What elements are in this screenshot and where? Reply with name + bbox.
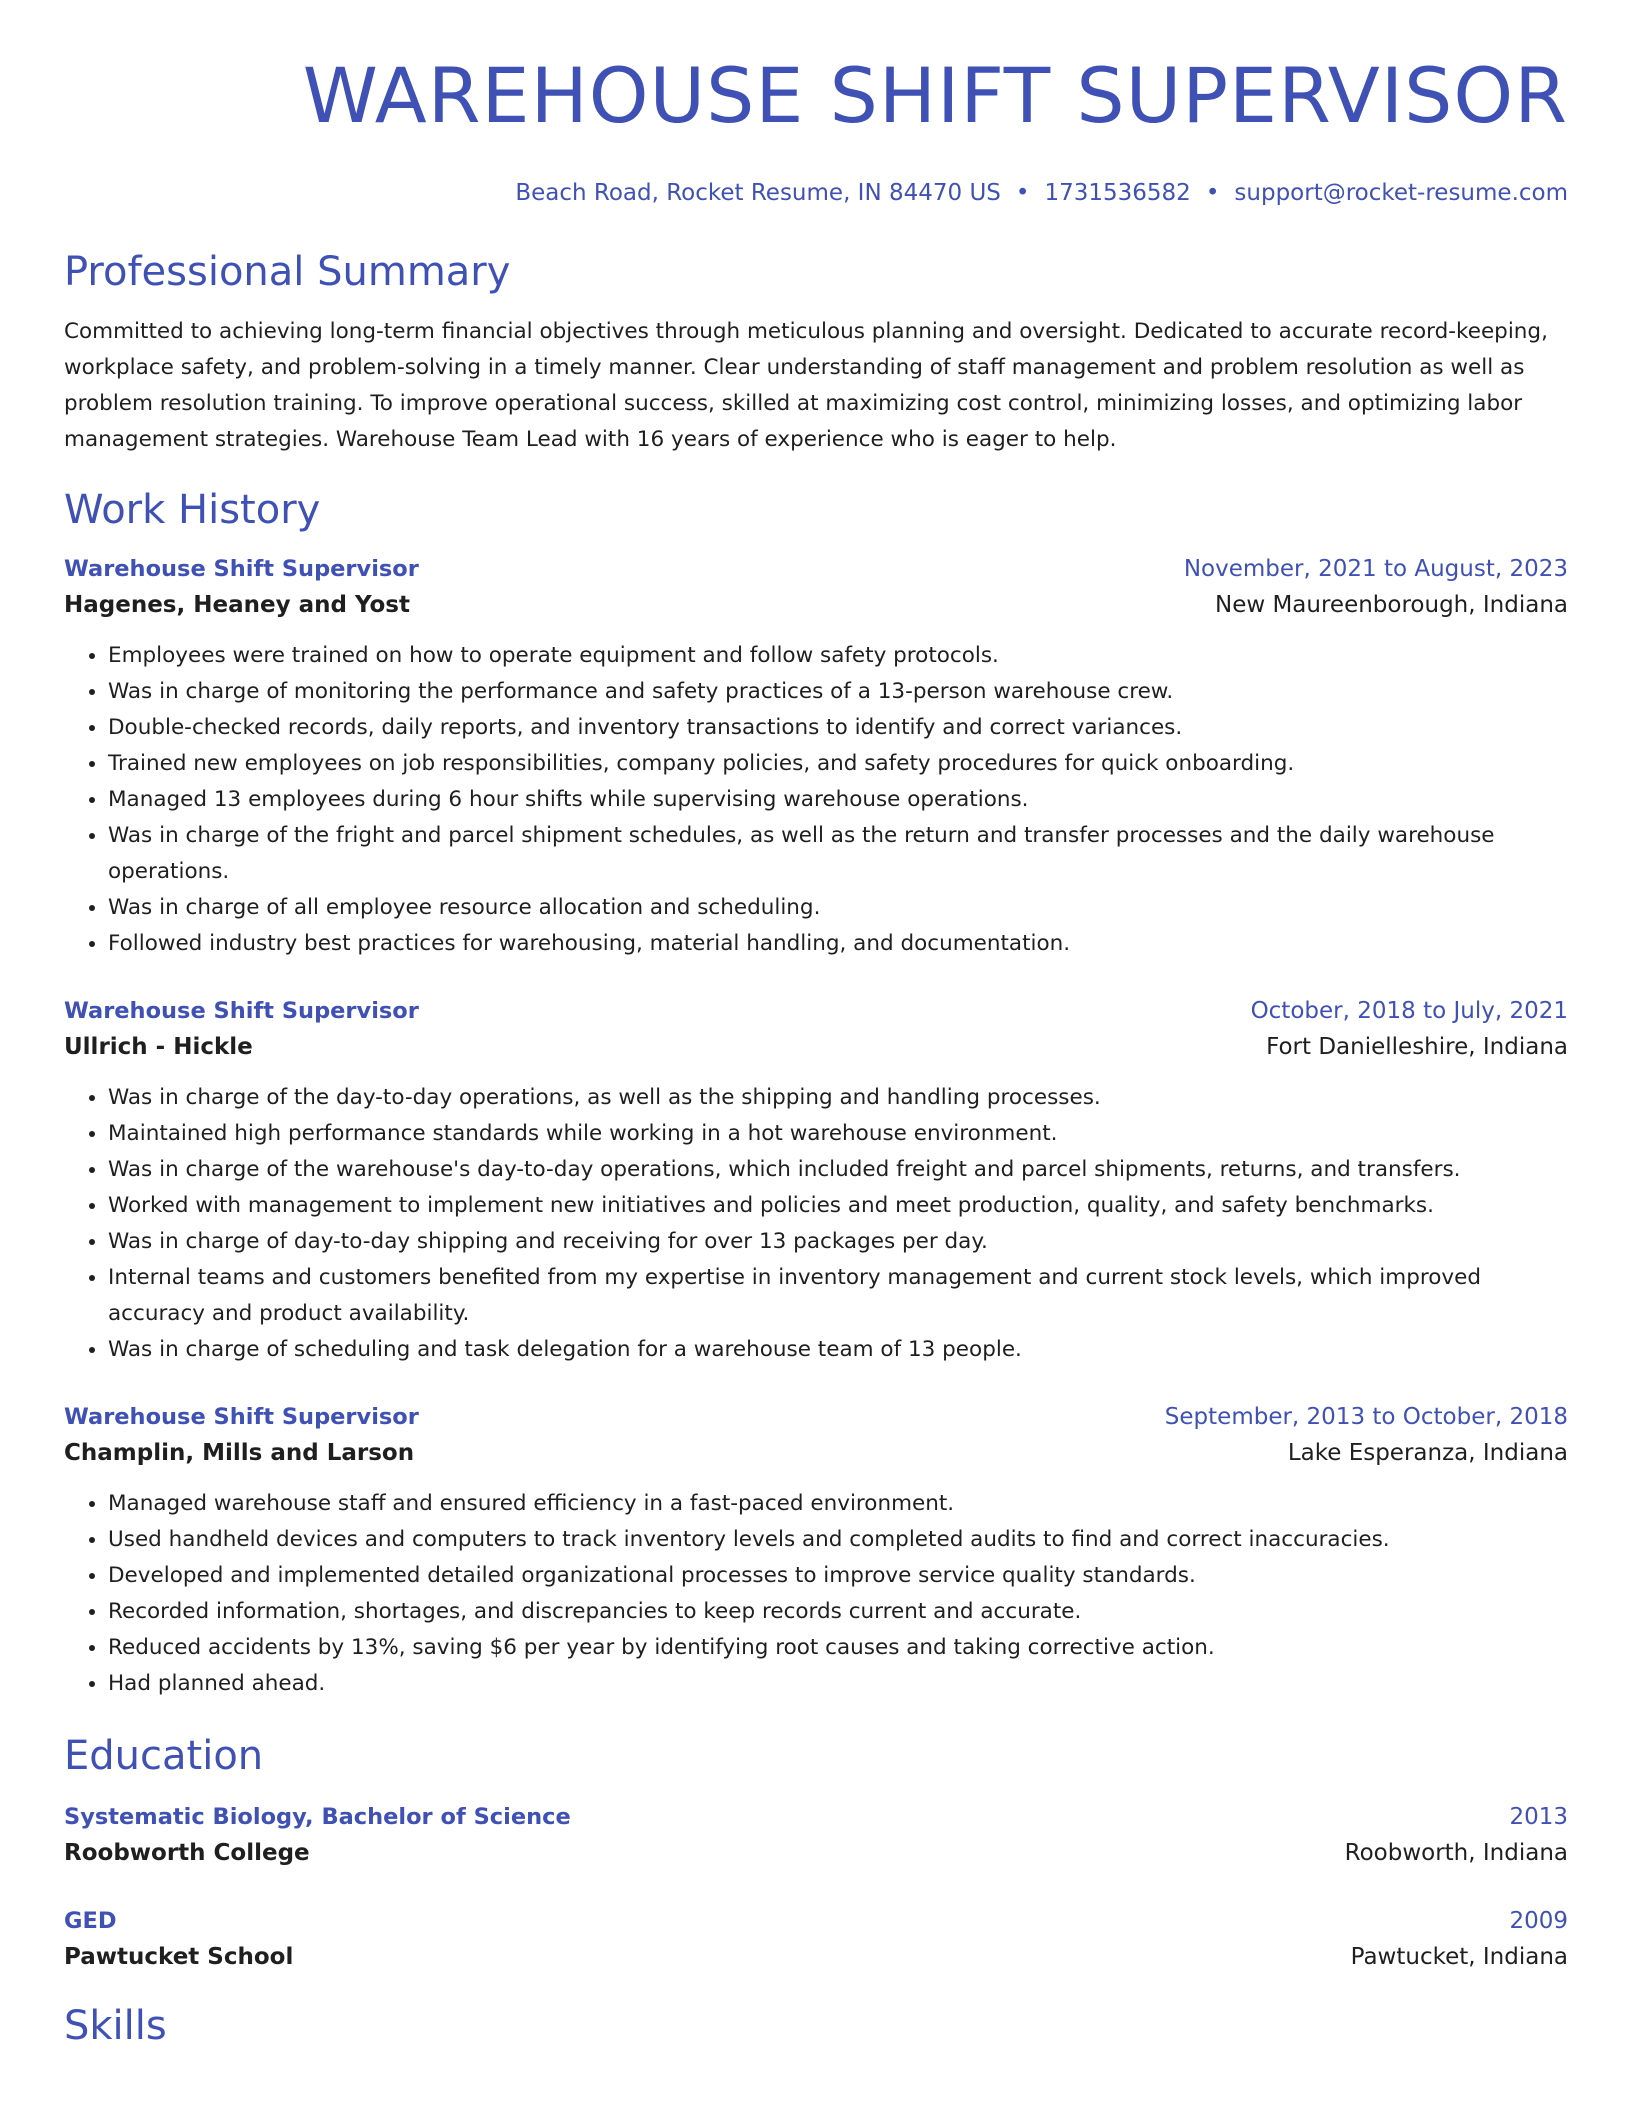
job-bullet: • Managed warehouse staff and ensured efficiency in a fast-paced environment. (108, 1486, 1568, 1522)
job-company-row (64, 586, 1568, 624)
job-dates: September, 2013 to October, 2018 (1164, 1404, 1568, 1430)
job-company-row (64, 1028, 1568, 1066)
education-school-row (64, 1834, 1568, 1872)
job-title: Warehouse Shift Supervisor (64, 556, 419, 582)
contact-email[interactable]: support@rocket-resume.com (1234, 180, 1568, 206)
job-title: Warehouse Shift Supervisor (64, 1404, 419, 1430)
job-bullet: • Was in charge of the warehouse's day-to-day operations, which included freight and parcel shipments, returns, and transfers. (108, 1152, 1568, 1188)
education-location: Pawtucket, Indiana (1350, 1944, 1568, 1970)
education-degree: Systematic Biology, Bachelor of Science (64, 1804, 571, 1830)
job-bullet: • Was in charge of the fright and parcel shipment schedules, as well as the return and transfer processes and the daily warehouse operations. (108, 818, 1568, 890)
summary-text: Committed to achieving long-term financial objectives through meticulous planning and oversight. Dedicated to accurate record-keeping, workplace safety, and problem-solving in a timely manner. Clear understanding of staff management and problem resolution as well as problem resolution training. To improve operational success, skilled at maximizing cost control, minimizing losses, and optimizing labor management strategies. Warehouse Team Lead with 16 years of experience who is eager to help. (64, 319, 1548, 452)
education-location: Roobworth, Indiana (1344, 1840, 1568, 1866)
job-location: New Maureenborough, Indiana (1214, 592, 1568, 618)
separator-dot: • (1015, 180, 1030, 206)
job-dates: October, 2018 to July, 2021 (1250, 998, 1568, 1024)
job-company: Hagenes, Heaney and Yost (64, 592, 410, 618)
separator-dot: • (1205, 180, 1220, 206)
job-header-row (64, 994, 1568, 1028)
education-school: Roobworth College (64, 1840, 310, 1866)
job-bullet: • Managed 13 employees during 6 hour shifts while supervising warehouse operations. (108, 782, 1568, 818)
section-title-work-history: Work History (64, 487, 321, 533)
job-bullet: • Maintained high performance standards while working in a hot warehouse environment. (108, 1116, 1568, 1152)
job-location: Lake Esperanza, Indiana (1287, 1440, 1568, 1466)
job-bullet: • Reduced accidents by 13%, saving $6 per year by identifying root causes and taking corrective action. (108, 1630, 1568, 1666)
education-header-row (64, 1904, 1568, 1938)
job-entry (64, 552, 1568, 962)
job-bullet: • Internal teams and customers benefited from my expertise in inventory management and current stock levels, which improved accuracy and product availability. (108, 1260, 1568, 1332)
job-bullet: • Used handheld devices and computers to track inventory levels and completed audits to find and correct inaccuracies. (108, 1522, 1568, 1558)
job-bullet: • Was in charge of day-to-day shipping and receiving for over 13 packages per day. (108, 1224, 1568, 1260)
job-company: Champlin, Mills and Larson (64, 1440, 415, 1466)
education-year: 2013 (1509, 1804, 1568, 1830)
job-bullet: • Had planned ahead. (108, 1666, 1568, 1702)
education-entry (64, 1904, 1568, 1976)
job-header-row (64, 1400, 1568, 1434)
job-bullet: • Recorded information, shortages, and discrepancies to keep records current and accurate. (108, 1594, 1568, 1630)
job-bullet: • Was in charge of all employee resource allocation and scheduling. (108, 890, 1568, 926)
section-title-skills: Skills (64, 2003, 167, 2049)
resume-title: WAREHOUSE SHIFT SUPERVISOR (302, 51, 1568, 140)
job-company: Ullrich - Hickle (64, 1034, 253, 1060)
job-entry (64, 1400, 1568, 1702)
job-bullet: • Trained new employees on job responsibilities, company policies, and safety procedures for quick onboarding. (108, 746, 1568, 782)
job-dates: November, 2021 to August, 2023 (1183, 556, 1568, 582)
job-bullet: • Worked with management to implement new initiatives and policies and meet production, quality, and safety benchmarks. (108, 1188, 1568, 1224)
contact-address: Beach Road, Rocket Resume, IN 84470 US (515, 180, 1001, 206)
job-bullet: • Was in charge of monitoring the performance and safety practices of a 13-person warehouse crew. (108, 674, 1568, 710)
contact-line (64, 176, 1568, 210)
education-header-row (64, 1800, 1568, 1834)
job-company-row (64, 1434, 1568, 1472)
education-entry (64, 1800, 1568, 1872)
education-year: 2009 (1509, 1908, 1568, 1934)
section-title-summary: Professional Summary (64, 249, 511, 295)
job-bullet: • Was in charge of the day-to-day operations, as well as the shipping and handling processes. (108, 1080, 1568, 1116)
job-entry (64, 994, 1568, 1368)
education-school-row (64, 1938, 1568, 1976)
job-header-row (64, 552, 1568, 586)
job-bullet: • Followed industry best practices for warehousing, material handling, and documentation. (108, 926, 1568, 962)
job-bullets (64, 638, 1568, 962)
contact-phone: 1731536582 (1044, 180, 1191, 206)
section-title-education: Education (64, 1733, 264, 1779)
job-bullet: • Developed and implemented detailed organizational processes to improve service quality standards. (108, 1558, 1568, 1594)
job-bullet: • Double-checked records, daily reports, and inventory transactions to identify and correct variances. (108, 710, 1568, 746)
job-bullets (64, 1080, 1568, 1368)
job-title: Warehouse Shift Supervisor (64, 998, 419, 1024)
education-degree: GED (64, 1908, 117, 1934)
job-bullet: • Was in charge of scheduling and task delegation for a warehouse team of 13 people. (108, 1332, 1568, 1368)
job-location: Fort Danielleshire, Indiana (1266, 1034, 1568, 1060)
job-bullets (64, 1486, 1568, 1702)
job-bullet: • Employees were trained on how to operate equipment and follow safety protocols. (108, 638, 1568, 674)
education-school: Pawtucket School (64, 1944, 294, 1970)
